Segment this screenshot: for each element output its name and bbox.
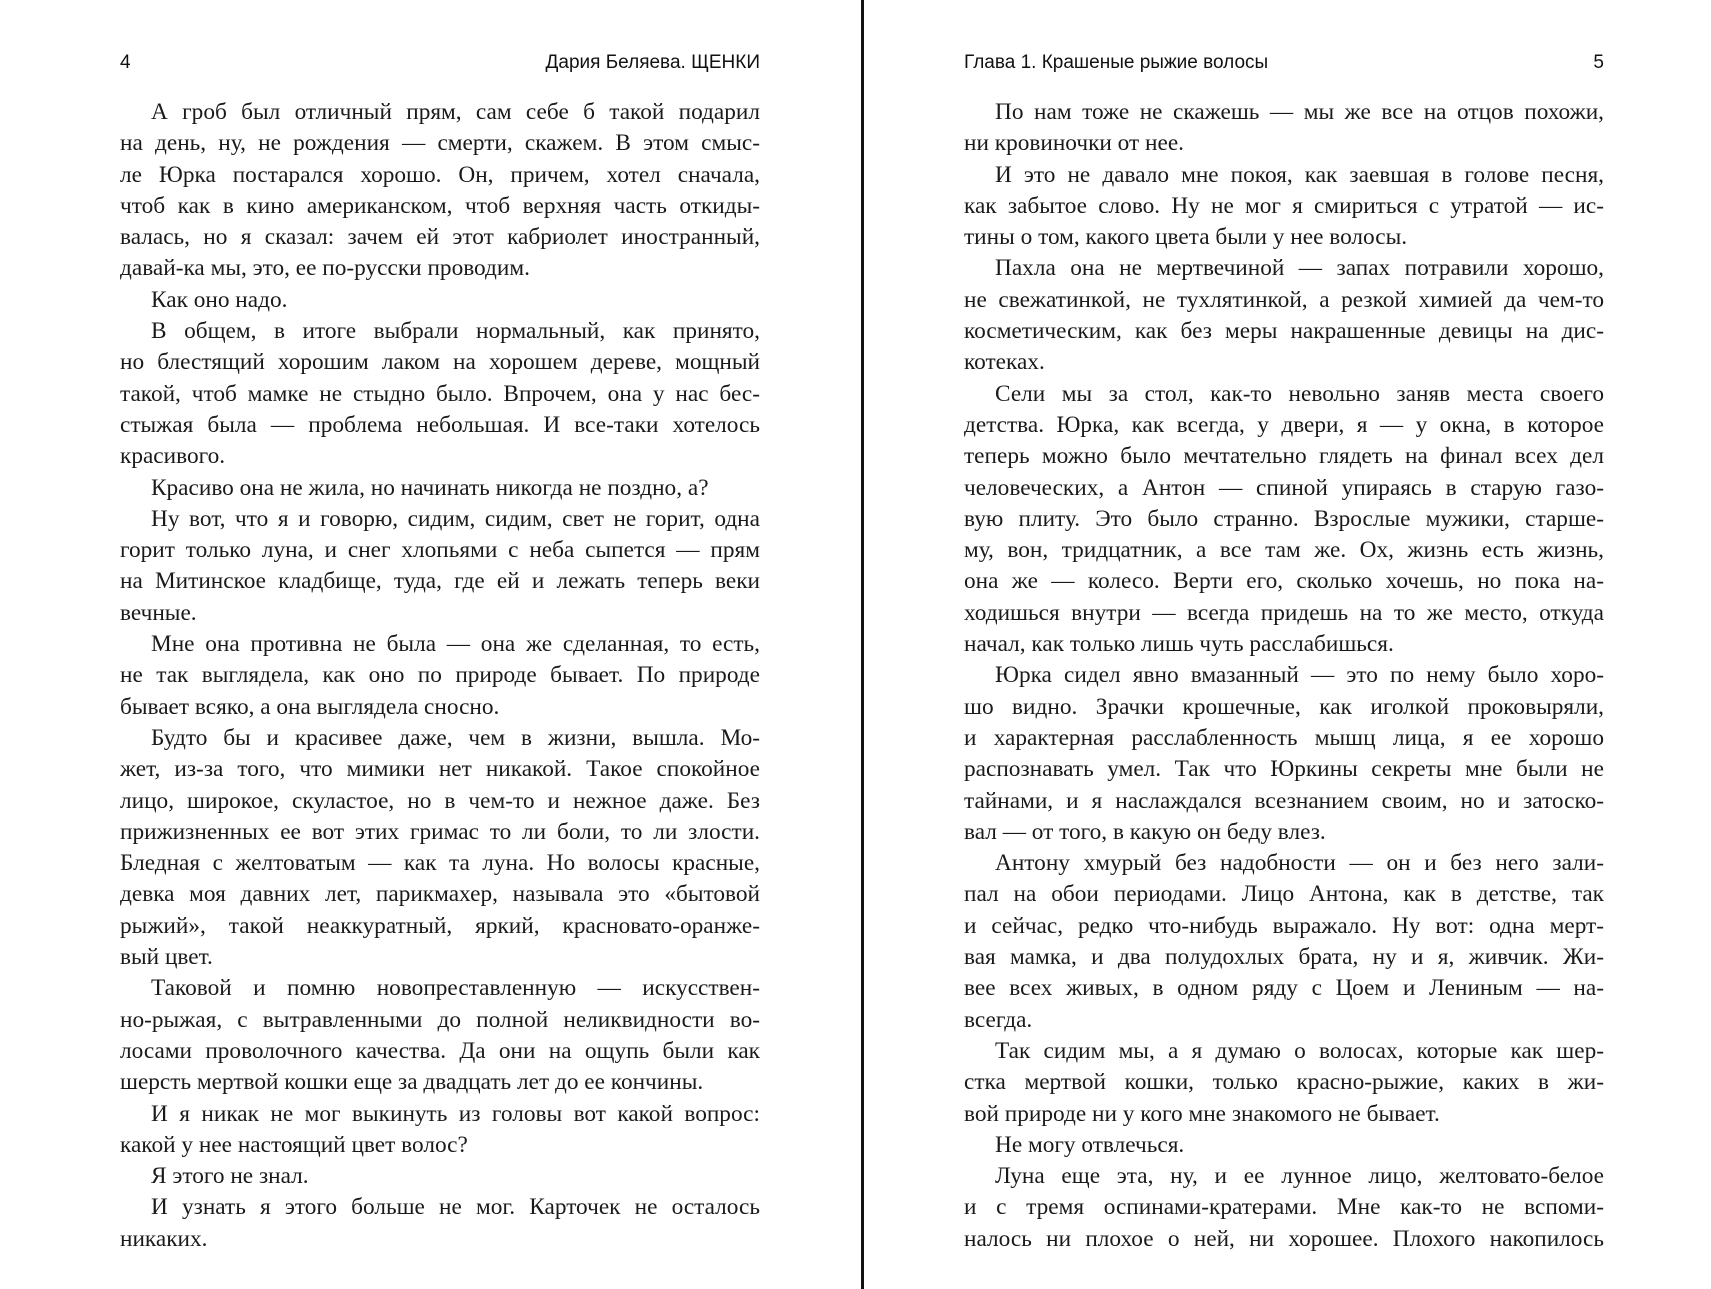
right-page (964, 0, 1604, 1289)
paragraph (964, 1036, 1604, 1130)
paragraph (120, 973, 760, 1098)
text-line: теперь можно было мечтательно глядеть на финал всех дел (964, 443, 1604, 470)
text-line: стыжая была — проблема небольшая. И все-таки хотелось (120, 411, 760, 438)
paragraph (120, 723, 760, 973)
text-line: Юрка сидел явно вмазанный — это по нему было хоро- (995, 662, 1604, 689)
text-line: не так выглядела, как оно по природе бывает. По природе (120, 662, 760, 689)
paragraph (120, 97, 760, 285)
paragraph (964, 379, 1604, 661)
text-line: котеках. (964, 349, 1045, 376)
text-line: И узнать я этого больше не мог. Карточек не осталось (151, 1194, 760, 1221)
text-line: чтоб как в кино американском, чтоб верхняя часть откиды- (120, 192, 760, 219)
text-line: лицо, широкое, скуластое, но в чем-то и нежное даже. Без (120, 787, 760, 814)
paragraph (120, 1099, 760, 1162)
text-line: В общем, в итоге выбрали нормальный, как принято, (151, 318, 760, 345)
text-line: вал — от того, в какую он беду влез. (964, 818, 1326, 845)
text-line: вый цвет. (120, 944, 213, 971)
text-line: По нам тоже не скажешь — мы же все на отцов похожи, (995, 99, 1604, 125)
text-line: вой природе ни у кого мне знакомого не бывает. (964, 1100, 1440, 1127)
text-line: горит только луна, и снег хлопьями с неба сыпется — прям (120, 537, 760, 564)
text-line: распознавать умел. Так что Юркины секреты мне были не (964, 756, 1604, 783)
paragraph (964, 1130, 1604, 1161)
spread-gutter-line (861, 0, 864, 1289)
text-line: и с тремя оспинами-кратерами. Мне как-то не вспоми- (964, 1194, 1604, 1221)
text-line: ле Юрка постарался хорошо. Он, причем, хотел сначала, (120, 161, 760, 188)
right-running-head-title: Глава 1. Крашеные рыжие волосы (964, 52, 1269, 73)
right-page-body (964, 97, 1604, 1255)
text-line: на Митинское кладбище, туда, где ей и лежать теперь веки (120, 568, 760, 595)
paragraph (964, 660, 1604, 848)
text-line: тайнами, и я наслаждался всезнанием своим, но и затоско- (964, 787, 1604, 814)
text-line: какой у нее настоящий цвет волос? (120, 1131, 468, 1158)
text-line: Пахла она не мертвечиной — запах потравили хорошо, (995, 255, 1604, 282)
left-page-body (120, 97, 760, 1255)
text-line: му, вон, тридцатник, а все там же. Ох, жизнь есть жизнь, (964, 537, 1604, 564)
text-line: Луна еще эта, ну, и ее лунное лицо, желтовато-белое (995, 1163, 1604, 1190)
text-line: ходишься внутри — всегда придешь на то же место, откуда (964, 599, 1604, 626)
text-line: вая мамка, и два полудохлых брата, ну и я, живчик. Жи- (964, 944, 1604, 971)
left-page (120, 0, 760, 1289)
text-line: Так сидим мы, а я думаю о волосах, которые как шер- (995, 1037, 1604, 1064)
text-line: девка моя давних лет, парикмахер, называла это «бытовой (120, 881, 760, 908)
left-running-head-title: Дария Беляева. ЩЕНКИ (545, 52, 760, 73)
text-line: стка мертвой кошки, только красно-рыжие, каких в жи- (964, 1069, 1604, 1096)
text-line: Я этого не знал. (151, 1163, 309, 1190)
text-line: всегда. (964, 1006, 1033, 1033)
text-line: она же — колесо. Верти его, сколько хочешь, но пока на- (964, 568, 1604, 595)
text-line: А гроб был отличный прям, сам себе б такой подарил (151, 99, 760, 125)
right-running-header (964, 52, 1604, 80)
text-line: красивого. (120, 443, 226, 470)
text-line: вечные. (120, 599, 197, 626)
text-line: прижизненных ее вот этих гримас то ли боли, то ли злости. (120, 818, 760, 845)
right-page-number: 5 (1593, 52, 1604, 73)
text-line: не свежатинкой, не тухлятинкой, а резкой химией да чем-то (964, 286, 1604, 313)
text-line: Мне она противна не была — она же сделанная, то есть, (151, 631, 760, 658)
paragraph (120, 1161, 760, 1192)
text-line: Не могу отвлечься. (995, 1131, 1185, 1158)
left-page-number: 4 (120, 52, 131, 73)
text-line: такой, чтоб мамке не стыдно было. Впрочем, она у нас бес- (120, 380, 760, 407)
text-line: пал на обои периодами. Лицо Антона, как в детстве, так (964, 881, 1604, 908)
paragraph (120, 629, 760, 723)
paragraph (964, 160, 1604, 254)
text-line: жет, из-за того, что мимики нет никакой. Такое спокойное (120, 756, 760, 783)
paragraph (120, 316, 760, 472)
paragraph (964, 1161, 1604, 1255)
paragraph (964, 848, 1604, 1036)
paragraph (120, 285, 760, 316)
paragraph (120, 473, 760, 504)
text-line: вее всех живых, в одном ряду с Цоем и Лениным — на- (964, 975, 1604, 1002)
text-line: валась, но я сказал: зачем ей этот кабриолет иностранный, (120, 224, 760, 251)
text-line: шерсть мертвой кошки еще за двадцать лет до ее кончины. (120, 1069, 704, 1096)
paragraph (120, 1192, 760, 1255)
text-line: Как оно надо. (151, 286, 288, 313)
text-line: шо видно. Зрачки крошечные, как иголкой проковыряли, (964, 693, 1604, 720)
text-line: детства. Юрка, как всегда, у двери, я — у окна, в которое (964, 411, 1604, 438)
text-line: Таковой и помню новопреставленную — искусствен- (151, 975, 760, 1002)
text-line: Красиво она не жила, но начинать никогда не поздно, а? (151, 474, 709, 501)
text-line: вую плиту. Это было странно. Взрослые мужики, старше- (964, 505, 1604, 532)
paragraph (964, 97, 1604, 160)
text-line: рыжий», такой неаккуратный, яркий, красновато-оранже- (120, 912, 760, 939)
text-line: начал, как только лишь чуть расслабишься. (964, 631, 1394, 658)
text-line: и сейчас, редко что-нибудь выражало. Ну вот: одна мерт- (964, 912, 1604, 939)
text-line: Бледная с желтоватым — как та луна. Но волосы красные, (120, 850, 760, 877)
text-line: как забытое слово. Ну не мог я смириться с утратой — ис- (964, 192, 1604, 219)
text-line: но-рыжая, с вытравленными до полной неликвидности во- (120, 1006, 760, 1033)
text-line: Ну вот, что я и говорю, сидим, сидим, свет не горит, одна (151, 505, 760, 532)
text-line: никаких. (120, 1225, 208, 1252)
paragraph (964, 253, 1604, 378)
text-line: человеческих, а Антон — спиной упираясь в старую газо- (964, 474, 1604, 501)
text-line: на день, ну, не рождения — смерти, скажем. В этом смыс- (120, 130, 760, 157)
text-line: бывает всяко, а она выглядела сносно. (120, 693, 500, 720)
text-line: но блестящий хорошим лаком на хорошем дереве, мощный (120, 349, 760, 376)
paragraph (120, 504, 760, 629)
text-line: ни кровиночки от нее. (964, 130, 1185, 157)
text-line: И это не давало мне покоя, как заевшая в голове песня, (995, 161, 1604, 188)
text-line: Антону хмурый без надобности — он и без него зали- (995, 850, 1604, 877)
text-line: налось ни плохое о ней, ни хорошее. Плохого накопилось (964, 1225, 1604, 1252)
text-line: давай-ка мы, это, ее по-русски проводим. (120, 255, 530, 282)
text-line: косметическим, как без меры накрашенные девицы на дис- (964, 318, 1604, 345)
text-line: тины о том, какого цвета были у нее волосы. (964, 224, 1408, 251)
left-running-header (120, 52, 760, 80)
text-line: Сели мы за стол, как-то невольно заняв места своего (995, 380, 1604, 407)
text-line: Будто бы и красивее даже, чем в жизни, вышла. Мо- (151, 724, 760, 751)
text-line: лосами проволочного качества. Да они на ощупь были как (120, 1037, 760, 1064)
text-line: и характерная расслабленность мышц лица, я ее хорошо (964, 724, 1604, 751)
text-line: И я никак не мог выкинуть из головы вот какой вопрос: (151, 1100, 760, 1127)
